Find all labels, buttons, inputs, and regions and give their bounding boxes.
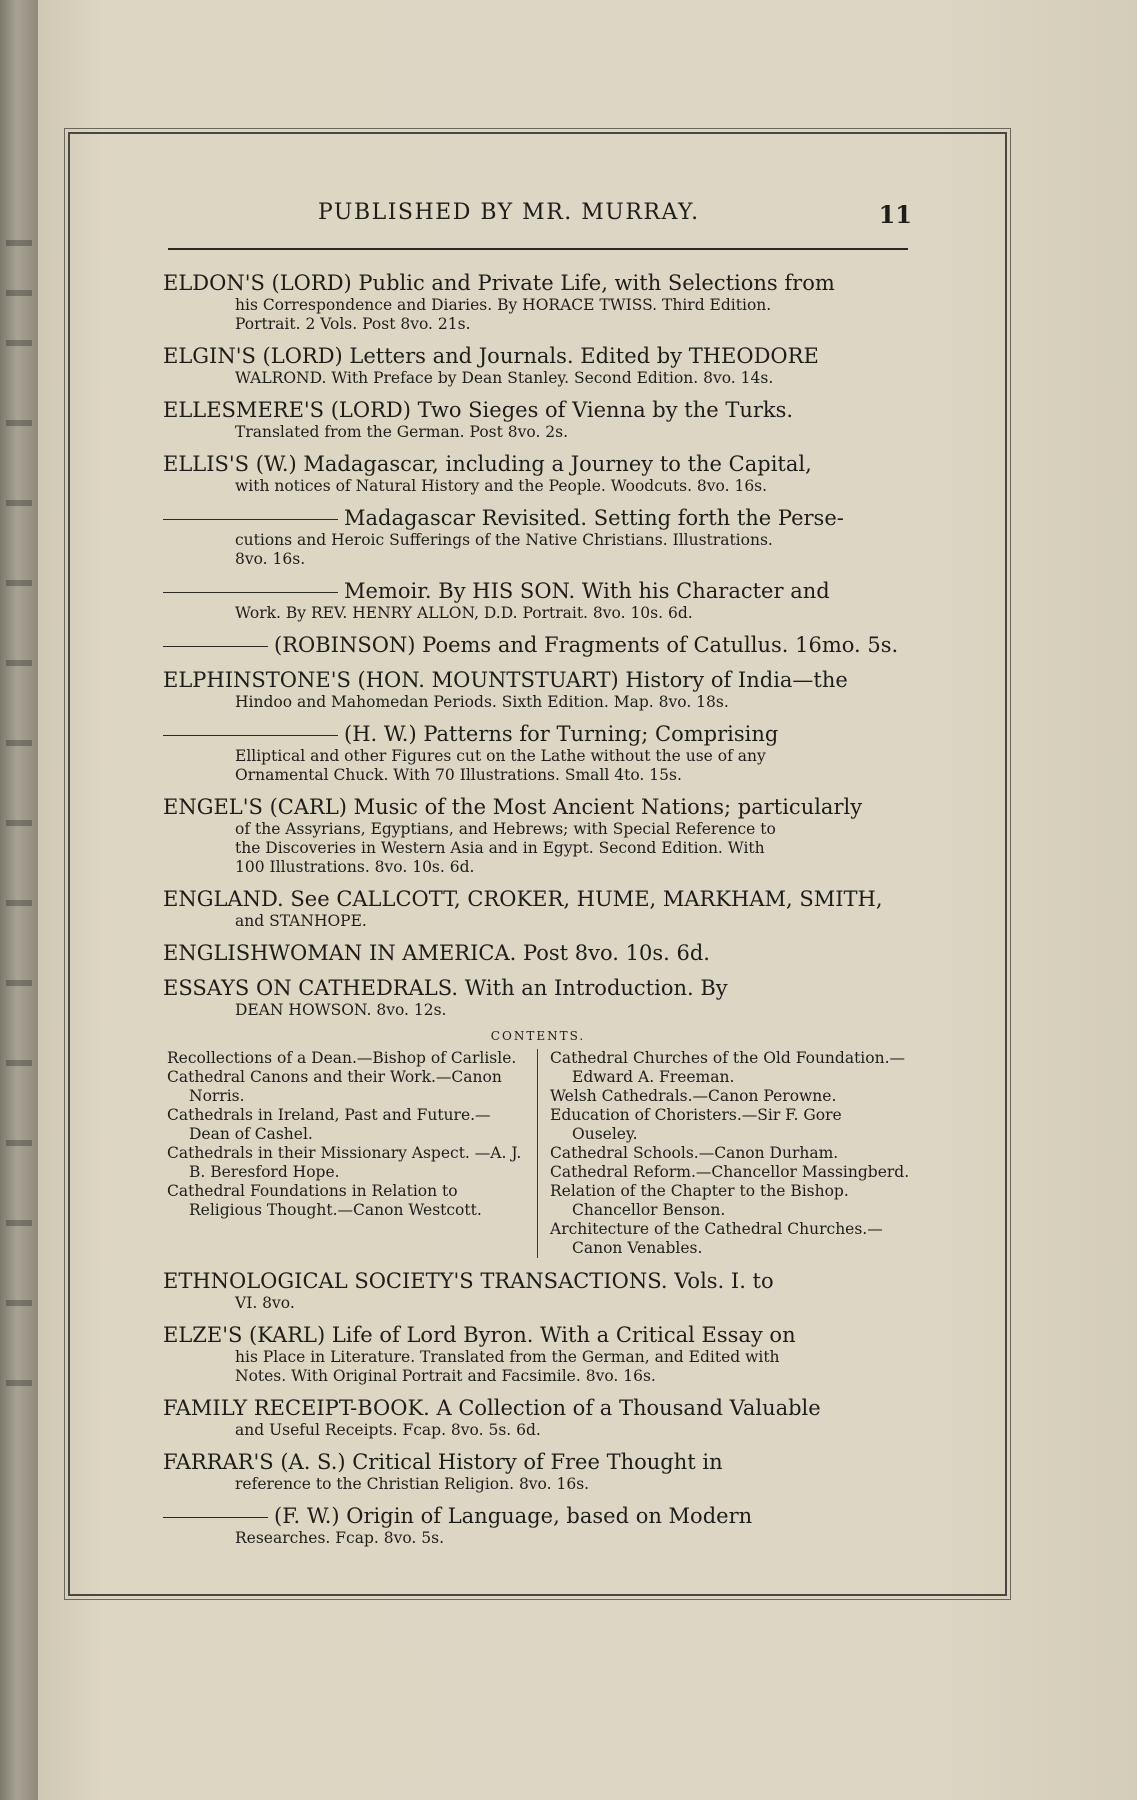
catalogue-entry bbox=[163, 505, 913, 569]
entry-detail: the Discoveries in Western Asia and in Egypt. Second Edition. With bbox=[235, 839, 765, 857]
contents-item: Cathedrals in Ireland, Past and Future.—Dean of Cashel. bbox=[167, 1106, 491, 1143]
contents-item: Cathedral Canons and their Work.—Canon Norris. bbox=[167, 1068, 502, 1105]
facing-page-edge bbox=[0, 0, 38, 1800]
contents-item: Architecture of the Cathedral Churches.—Canon Venables. bbox=[550, 1220, 883, 1257]
catalogue-entry bbox=[163, 886, 913, 931]
entry-heading: ENGLAND. See CALLCOTT, CROKER, HUME, MARKHAM, SMITH, bbox=[163, 887, 883, 911]
entry-heading: (ROBINSON) Poems and Fragments of Catullus. 16mo. 5s. bbox=[274, 633, 899, 657]
entry-heading: Madagascar Revisited. Setting forth the Perse- bbox=[344, 506, 844, 530]
contents-left-column bbox=[163, 1049, 527, 1258]
catalogue-list bbox=[163, 270, 913, 1557]
catalogue-entry bbox=[163, 343, 913, 388]
ditto-dash bbox=[163, 1517, 268, 1518]
entry-heading: ENGEL'S (CARL) Music of the Most Ancient Nations; particularly bbox=[163, 795, 863, 819]
entry-heading: (F. W.) Origin of Language, based on Modern bbox=[274, 1504, 753, 1528]
header-rule bbox=[168, 248, 908, 250]
catalogue-entry bbox=[163, 667, 913, 712]
catalogue-entry bbox=[163, 721, 913, 785]
book-page bbox=[38, 0, 1137, 1800]
running-header bbox=[148, 200, 918, 236]
contents-item: Welsh Cathedrals.—Canon Perowne. bbox=[550, 1087, 837, 1105]
contents-item: Relation of the Chapter to the Bishop. Chancellor Benson. bbox=[550, 1182, 849, 1219]
entry-heading: ELDON'S (LORD) Public and Private Life, with Selections from bbox=[163, 271, 835, 295]
catalogue-entry bbox=[163, 1503, 913, 1548]
entry-heading: ETHNOLOGICAL SOCIETY'S TRANSACTIONS. Vols. I. to bbox=[163, 1269, 774, 1293]
catalogue-entry bbox=[163, 1449, 913, 1494]
entry-detail: and STANHOPE. bbox=[235, 912, 367, 930]
entry-heading: Memoir. By HIS SON. With his Character and bbox=[344, 579, 830, 603]
entry-detail: Elliptical and other Figures cut on the Lathe without the use of any bbox=[235, 747, 766, 765]
entry-detail: his Place in Literature. Translated from the German, and Edited with bbox=[235, 1348, 780, 1366]
catalogue-entry bbox=[163, 270, 913, 334]
contents-item: Cathedral Foundations in Relation to Religious Thought.—Canon Westcott. bbox=[167, 1182, 482, 1219]
entry-detail: reference to the Christian Religion. 8vo. 16s. bbox=[235, 1475, 590, 1493]
contents-columns bbox=[163, 1049, 923, 1258]
contents-right-column bbox=[537, 1049, 910, 1258]
header-title: PUBLISHED BY MR. MURRAY. bbox=[318, 200, 700, 225]
entry-detail: of the Assyrians, Egyptians, and Hebrews; with Special Reference to bbox=[235, 820, 776, 838]
ditto-dash bbox=[163, 735, 338, 736]
entry-heading: FARRAR'S (A. S.) Critical History of Free Thought in bbox=[163, 1450, 723, 1474]
catalogue-entry bbox=[163, 975, 913, 1020]
entry-detail: Ornamental Chuck. With 70 Illustrations. Small 4to. 15s. bbox=[235, 766, 682, 784]
contents-item: Recollections of a Dean.—Bishop of Carlisle. bbox=[167, 1049, 517, 1067]
catalogue-entry bbox=[163, 1395, 913, 1440]
entry-detail: Hindoo and Mahomedan Periods. Sixth Edition. Map. 8vo. 18s. bbox=[235, 693, 729, 711]
contents-item: Cathedral Reform.—Chancellor Massingberd. bbox=[550, 1163, 910, 1181]
entry-heading: FAMILY RECEIPT-BOOK. A Collection of a Thousand Valuable bbox=[163, 1396, 821, 1420]
entry-heading: ELLESMERE'S (LORD) Two Sieges of Vienna by the Turks. bbox=[163, 398, 794, 422]
entry-detail: WALROND. With Preface by Dean Stanley. Second Edition. 8vo. 14s. bbox=[235, 369, 774, 387]
entry-detail: Portrait. 2 Vols. Post 8vo. 21s. bbox=[235, 315, 471, 333]
entry-heading: ELLIS'S (W.) Madagascar, including a Journey to the Capital, bbox=[163, 452, 812, 476]
entry-detail: with notices of Natural History and the People. Woodcuts. 8vo. 16s. bbox=[235, 477, 768, 495]
entry-detail: cutions and Heroic Sufferings of the Native Christians. Illustrations. bbox=[235, 531, 773, 549]
entry-detail: his Correspondence and Diaries. By HORACE TWISS. Third Edition. bbox=[235, 296, 772, 314]
entry-detail: 100 Illustrations. 8vo. 10s. 6d. bbox=[235, 858, 475, 876]
entry-detail: Notes. With Original Portrait and Facsimile. 8vo. 16s. bbox=[235, 1367, 656, 1385]
catalogue-entry bbox=[163, 1268, 913, 1313]
entry-heading: ENGLISHWOMAN IN AMERICA. Post 8vo. 10s. 6d. bbox=[163, 941, 710, 965]
entry-heading: ELGIN'S (LORD) Letters and Journals. Edited by THEODORE bbox=[163, 344, 819, 368]
contents-item: Education of Choristers.—Sir F. Gore Ouseley. bbox=[550, 1106, 842, 1143]
catalogue-entry bbox=[163, 397, 913, 442]
ditto-dash bbox=[163, 519, 338, 520]
entry-detail: DEAN HOWSON. 8vo. 12s. bbox=[235, 1001, 447, 1019]
entry-heading: ELZE'S (KARL) Life of Lord Byron. With a Critical Essay on bbox=[163, 1323, 796, 1347]
entry-heading: ELPHINSTONE'S (HON. MOUNTSTUART) History of India—the bbox=[163, 668, 848, 692]
catalogue-entry bbox=[163, 1322, 913, 1386]
contents-item: Cathedral Churches of the Old Foundation.—Edward A. Freeman. bbox=[550, 1049, 906, 1086]
entry-detail: Translated from the German. Post 8vo. 2s. bbox=[235, 423, 569, 441]
entry-detail: Work. By REV. HENRY ALLON, D.D. Portrait. 8vo. 10s. 6d. bbox=[235, 604, 693, 622]
entry-detail: 8vo. 16s. bbox=[235, 550, 306, 568]
contents-item: Cathedral Schools.—Canon Durham. bbox=[550, 1144, 839, 1162]
ditto-dash bbox=[163, 646, 268, 647]
entry-detail: VI. 8vo. bbox=[235, 1294, 295, 1312]
entry-heading: ESSAYS ON CATHEDRALS. With an Introduction. By bbox=[163, 976, 728, 1000]
entry-heading: (H. W.) Patterns for Turning; Comprising bbox=[344, 722, 779, 746]
catalogue-entry bbox=[163, 578, 913, 623]
page-number: 11 bbox=[878, 200, 912, 229]
catalogue-entry bbox=[163, 632, 913, 658]
entry-detail: Researches. Fcap. 8vo. 5s. bbox=[235, 1529, 444, 1547]
contents-label: CONTENTS. bbox=[490, 1029, 586, 1043]
entry-detail: and Useful Receipts. Fcap. 8vo. 5s. 6d. bbox=[235, 1421, 541, 1439]
ditto-dash bbox=[163, 592, 338, 593]
catalogue-entry bbox=[163, 794, 913, 877]
catalogue-entry bbox=[163, 940, 913, 966]
contents-item: Cathedrals in their Missionary Aspect. —A. J. B. Beresford Hope. bbox=[167, 1144, 522, 1181]
catalogue-entry bbox=[163, 451, 913, 496]
